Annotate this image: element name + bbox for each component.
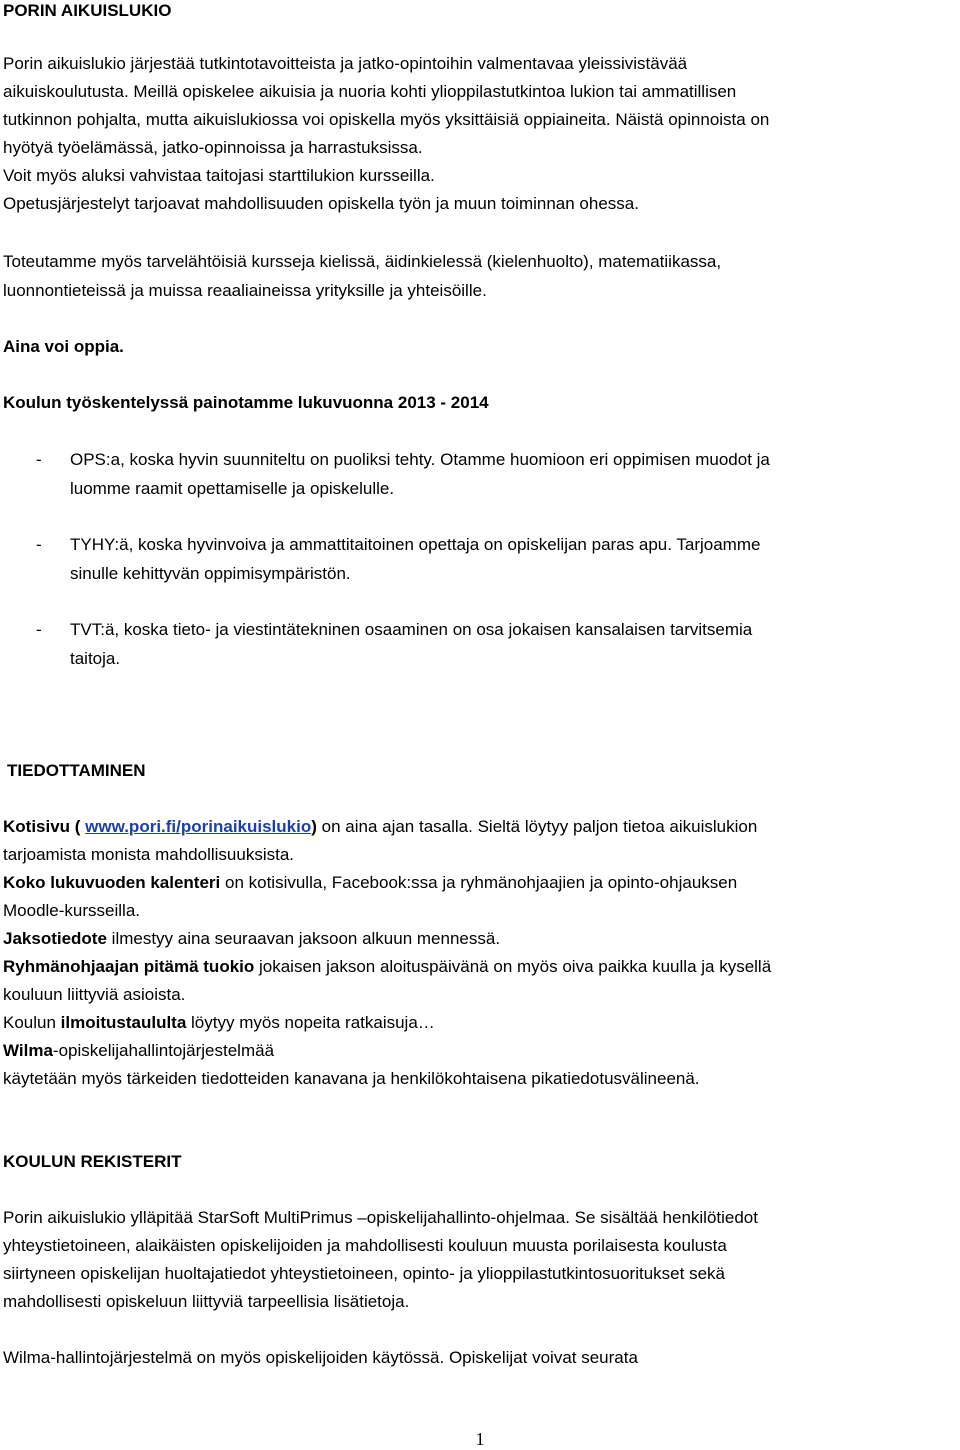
homepage-label: Kotisivu ( — [3, 817, 86, 836]
list-item-line: OPS:a, koska hyvin suunniteltu on puoliksi tehty. Otamme huomioon eri oppimisen muodot ja — [70, 450, 770, 469]
wilma-text: -opiskelijahallintojärjestelmää — [52, 1041, 275, 1060]
list-item-line: TVT:ä, koska tieto- ja viestintätekninen osaaminen on osa jokaisen kansalaisen tarvitsemia — [70, 620, 753, 639]
homepage-line — [3, 816, 757, 838]
noticeboard-text: löytyy myös nopeita ratkaisuja… — [186, 1013, 435, 1032]
info-heading: TIEDOTTAMINEN — [7, 761, 146, 780]
registry-line: siirtyneen opiskelijan huoltajatiedot yhteystietoineen, opinto- ja ylioppilastutkintosuoritukset sekä — [3, 1264, 725, 1283]
intro-line: tutkinnon pohjalta, mutta aikuislukiossa voi opiskella myös yksittäisiä oppiaineita. Näistä opinnoista on — [3, 110, 770, 129]
calendar-line-2: Moodle-kursseilla. — [3, 901, 140, 920]
list-dash: - — [36, 450, 42, 469]
group-session-text: jokaisen jakson aloituspäivänä on myös oiva paikka kuulla ja kysellä — [254, 957, 772, 976]
registry-line: yhteystietoineen, alaikäisten opiskelijoiden ja mahdollisesti kouluun muusta porilaisesta koulusta — [3, 1236, 727, 1255]
wilma-line-2: käytetään myös tärkeiden tiedotteiden kanavana ja henkilökohtaisena pikatiedotusvälineenä. — [3, 1069, 700, 1088]
noticeboard-prefix: Koulun — [3, 1013, 61, 1032]
homepage-close: ) — [311, 817, 317, 836]
motto: Aina voi oppia. — [3, 337, 124, 356]
bulletin-line — [3, 928, 500, 950]
main-heading: PORIN AIKUISLUKIO — [3, 1, 172, 20]
list-dash: - — [36, 535, 42, 554]
intro-line: aikuiskoulutusta. Meillä opiskelee aikuisia ja nuoria kohti ylioppilastutkintoa lukion tai ammatillisen — [3, 82, 737, 101]
group-session-line-2: kouluun liittyviä asioista. — [3, 985, 186, 1004]
registry-line: mahdollisesti opiskeluun liittyviä tarpeellisia lisätietoja. — [3, 1292, 410, 1311]
bulletin-text: ilmestyy aina seuraavan jaksoon alkuun mennessä. — [106, 929, 501, 948]
registry-heading: KOULUN REKISTERIT — [3, 1152, 182, 1171]
calendar-line — [3, 872, 737, 894]
focus-heading: Koulun työskentelyssä painotamme lukuvuonna 2013 - 2014 — [3, 393, 489, 412]
noticeboard-label: ilmoitustaululta — [60, 1013, 187, 1032]
courses-line: luonnontieteissä ja muissa reaaliaineissa yrityksille ja yhteisöille. — [3, 281, 487, 300]
group-session-label: Ryhmänohjaajan pitämä tuokio — [3, 957, 255, 976]
noticeboard-line — [3, 1012, 435, 1034]
list-item-line: sinulle kehittyvän oppimisympäristön. — [70, 564, 351, 583]
intro-line: Porin aikuislukio järjestää tutkintotavoitteista ja jatko-opintoihin valmentavaa yleissivistävää — [3, 54, 688, 73]
wilma-label: Wilma — [3, 1041, 53, 1060]
intro-line: Opetusjärjestelyt tarjoavat mahdollisuuden opiskella työn ja muun toiminnan ohessa. — [3, 194, 639, 213]
intro-line: Voit myös aluksi vahvistaa taitojasi starttilukion kursseilla. — [3, 166, 435, 185]
list-item-line: luomme raamit opettamiselle ja opiskelulle. — [70, 479, 395, 498]
homepage-link[interactable]: www.pori.fi/porinaikuislukio — [85, 817, 312, 836]
registry-line: Porin aikuislukio ylläpitää StarSoft MultiPrimus –opiskelijahallinto-ohjelmaa. Se sisältää henkilötiedot — [3, 1208, 758, 1227]
intro-line: hyötyä työelämässä, jatko-opinnoissa ja harrastuksissa. — [3, 138, 423, 157]
registry-line: Wilma-hallintojärjestelmä on myös opiskelijoiden käytössä. Opiskelijat voivat seurata — [3, 1348, 638, 1367]
group-session-line — [3, 956, 771, 978]
wilma-line — [3, 1040, 274, 1062]
homepage-line-2: tarjoamista monista mahdollisuuksista. — [3, 845, 295, 864]
bulletin-label: Jaksotiedote — [3, 929, 107, 948]
page-number: 1 — [475, 1429, 485, 1449]
list-item-line: TYHY:ä, koska hyvinvoiva ja ammattitaitoinen opettaja on opiskelijan paras apu. Tarjoamme — [70, 535, 761, 554]
calendar-text: on kotisivulla, Facebook:ssa ja ryhmänohjaajien ja opinto-ohjauksen — [220, 873, 738, 892]
courses-line: Toteutamme myös tarvelähtöisiä kursseja kielissä, äidinkielessä (kielenhuolto), matematiikassa, — [3, 252, 722, 271]
list-item-line: taitoja. — [70, 649, 121, 668]
homepage-text: on aina ajan tasalla. Sieltä löytyy paljon tietoa aikuislukion — [316, 817, 758, 836]
calendar-label: Koko lukuvuoden kalenteri — [3, 873, 221, 892]
list-dash: - — [36, 620, 42, 639]
